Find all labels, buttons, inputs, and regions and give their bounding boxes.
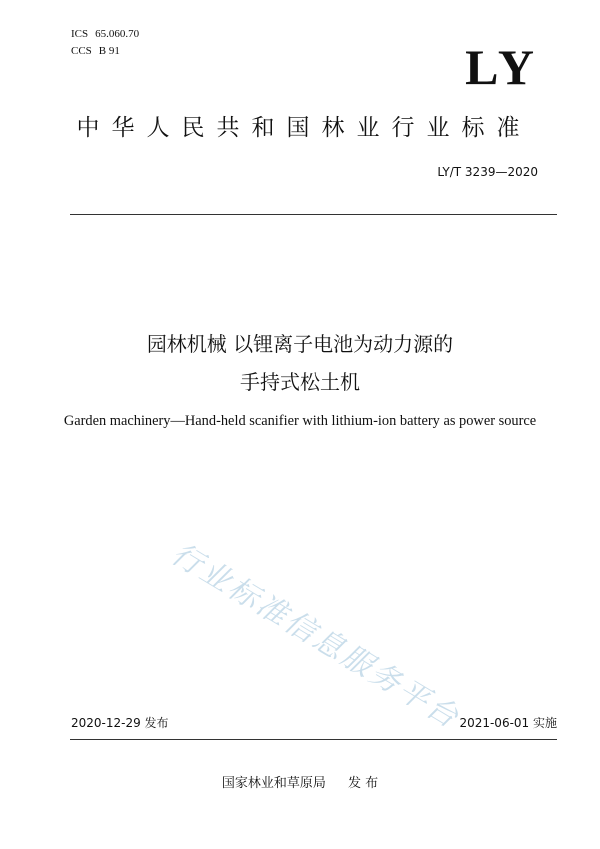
title-en: Garden machinery—Hand-held scanifier with lithium-ion battery as power source bbox=[63, 413, 537, 429]
standard-category-logo: LY bbox=[465, 39, 538, 95]
implementation-date: 2021-06-01 实施 bbox=[459, 716, 557, 730]
bottom-divider bbox=[70, 739, 557, 740]
ics-label: ICS bbox=[71, 28, 89, 40]
issuer bbox=[0, 776, 600, 792]
ccs-classification bbox=[71, 45, 120, 58]
ics-code: 65.060.70 bbox=[95, 28, 140, 40]
ccs-label: CCS bbox=[71, 45, 92, 57]
issue-date: 2020-12-29 发布 bbox=[71, 716, 169, 730]
ics-classification bbox=[71, 28, 139, 41]
title-cn-line2: 手持式松土机 bbox=[240, 370, 360, 394]
issuer-action: 发 布 bbox=[347, 776, 379, 791]
top-divider bbox=[70, 214, 557, 215]
standard-number: LY/T 3239—2020 bbox=[437, 165, 538, 179]
ccs-code: B 91 bbox=[98, 45, 120, 57]
watermark: 行业标准信息服务平台 bbox=[165, 536, 467, 737]
issuer-name: 国家林业和草原局 bbox=[221, 776, 326, 791]
standard-name: 中华人民共和国林业行业标准 bbox=[76, 115, 532, 141]
title-cn-line1: 园林机械 以锂离子电池为动力源的 bbox=[146, 332, 454, 356]
